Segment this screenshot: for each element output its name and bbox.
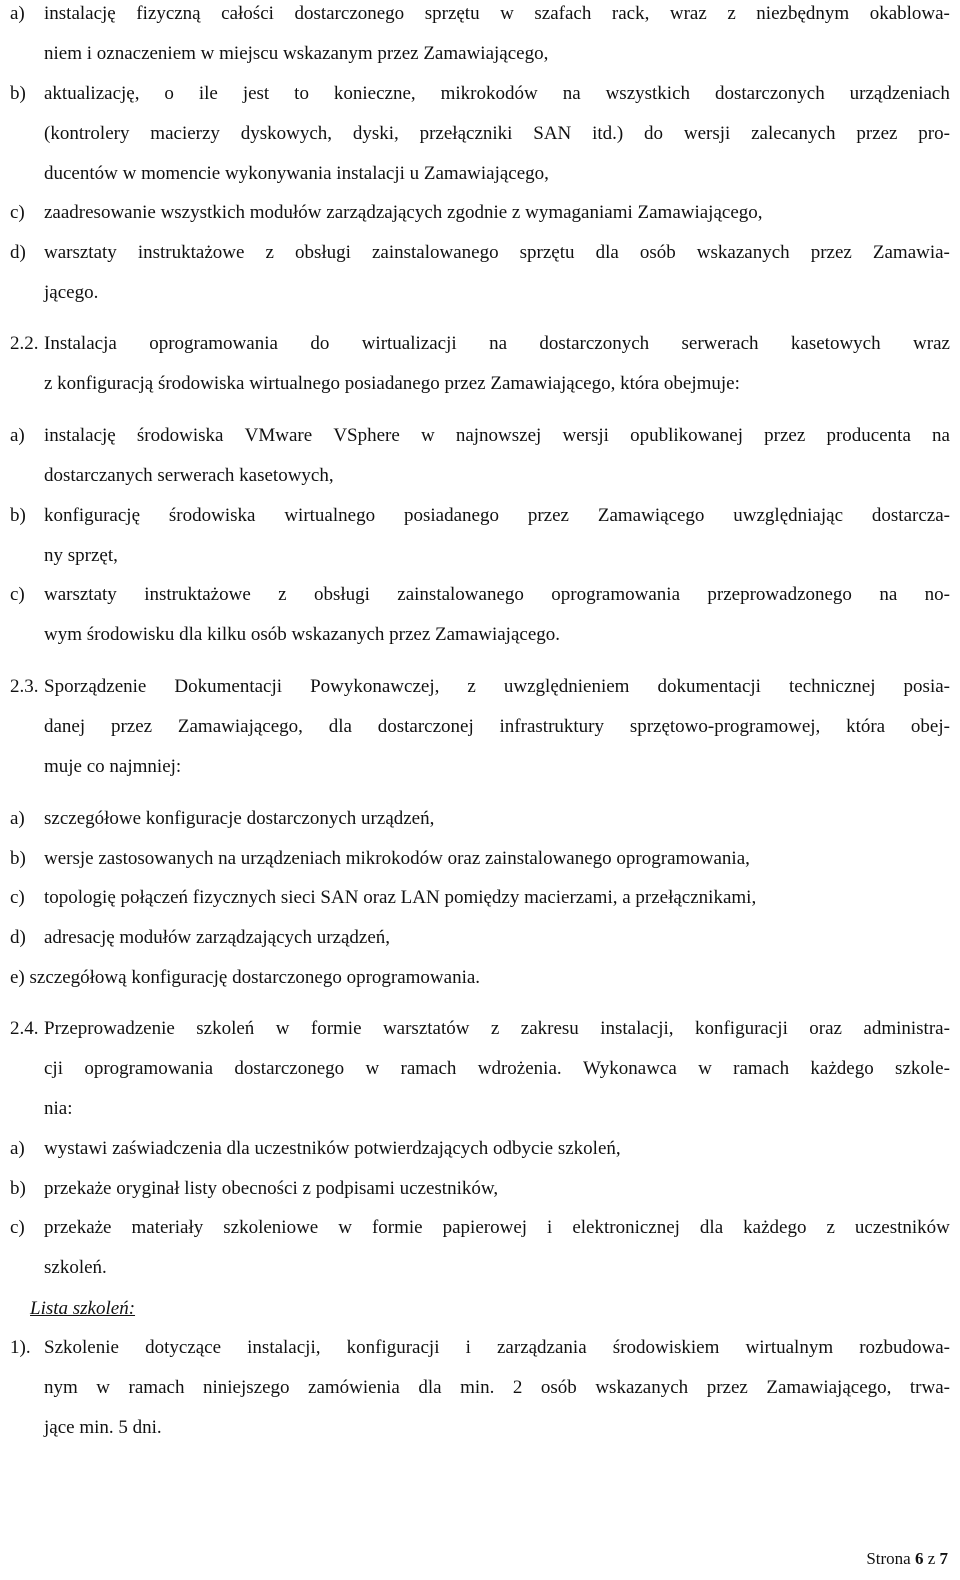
word: wdrożenia. <box>477 1058 562 1079</box>
word: VSphere <box>333 425 400 446</box>
word: przeprowadzonego <box>707 584 852 605</box>
word: nym <box>44 1377 78 1398</box>
word: z <box>467 676 476 697</box>
paragraph-line <box>44 1336 950 1360</box>
item-marker: c) <box>10 1217 25 1238</box>
item-marker: a) <box>10 808 25 829</box>
word: no- <box>924 584 950 605</box>
word: macierzy <box>150 123 220 144</box>
word: papierowej <box>442 1217 528 1238</box>
paragraph-line: szkoleń. <box>44 1257 107 1278</box>
word: instruktażowe <box>144 584 251 605</box>
paragraph-line: muje co najmniej: <box>44 756 182 777</box>
word: z <box>826 1217 835 1238</box>
word: sprzętowo-programowej, <box>629 716 821 737</box>
word: osób <box>639 242 676 263</box>
paragraph-line <box>44 332 950 356</box>
word: konfiguracji <box>346 1337 440 1358</box>
word: ile <box>198 83 218 104</box>
word: na <box>562 83 581 104</box>
paragraph-line: jącego. <box>44 282 99 303</box>
word: o <box>164 83 174 104</box>
word: na <box>932 425 950 446</box>
word: fizyczną <box>136 3 201 24</box>
word: itd.) <box>592 123 624 144</box>
word: dostarczonych <box>714 83 825 104</box>
item-marker: b) <box>10 505 26 526</box>
word: Powykonawczej, <box>310 676 440 697</box>
word: wskazanych <box>595 1377 689 1398</box>
word: elektronicznej <box>572 1217 680 1238</box>
word: konfiguracji <box>694 1018 788 1039</box>
word: zamówienia <box>308 1377 400 1398</box>
word: każdego <box>743 1217 807 1238</box>
word: administra- <box>863 1018 950 1039</box>
word: zalecanych <box>751 123 836 144</box>
word: pro- <box>918 123 950 144</box>
word: Sporządzenie <box>44 676 147 697</box>
word: VMware <box>244 425 313 446</box>
list-item-line <box>10 966 480 990</box>
word: urządzeniach <box>849 83 950 104</box>
word: w <box>275 1018 290 1039</box>
word: zainstalowanego <box>397 584 524 605</box>
word: wszystkich <box>605 83 691 104</box>
word: w <box>420 425 435 446</box>
item-marker: a) <box>10 425 25 446</box>
word: oprogramowania <box>551 584 681 605</box>
word: dyskowych, <box>240 123 333 144</box>
word: Zamawia- <box>872 242 950 263</box>
word: instalację <box>44 425 116 446</box>
word: instalacji, <box>247 1337 321 1358</box>
word: Instalacja <box>44 333 117 354</box>
word: ramach <box>128 1377 185 1398</box>
item-marker: b) <box>10 1178 26 1199</box>
word: która <box>846 716 886 737</box>
paragraph-line <box>44 424 950 448</box>
word: rozbudowa- <box>859 1337 950 1358</box>
word: SAN <box>533 123 572 144</box>
item-marker: c) <box>10 202 25 223</box>
word: konfigurację <box>44 505 141 526</box>
word: na <box>489 333 507 354</box>
word: zakresu <box>520 1018 579 1039</box>
paragraph-line <box>44 1216 950 1240</box>
word: warsztaty <box>44 584 117 605</box>
word: wirtualnym <box>745 1337 834 1358</box>
word: szkole- <box>895 1058 950 1079</box>
word: konieczne, <box>333 83 416 104</box>
paragraph-line <box>44 583 950 607</box>
item-marker: c) <box>10 584 25 605</box>
paragraph-line: jące min. 5 dni. <box>44 1417 162 1438</box>
word: posiadanego <box>403 505 499 526</box>
item-marker: 2.3. <box>10 676 39 697</box>
word: i <box>465 1337 471 1358</box>
item-marker: 1). <box>10 1337 31 1358</box>
item-marker: c) <box>10 887 25 908</box>
word: obsługi <box>294 242 351 263</box>
word: dostarczonej <box>377 716 474 737</box>
word: materiały <box>131 1217 204 1238</box>
paragraph-line <box>44 1376 950 1400</box>
footer-current-page: 6 <box>914 1549 924 1568</box>
word: wirtualizacji <box>361 333 457 354</box>
paragraph-line: niem i oznaczeniem w miejscu wskazanym przez Zamawiającego, <box>44 43 549 64</box>
paragraph-line: z konfiguracją środowiska wirtualnego posiadanego przez Zamawiającego, która obejmuje: <box>44 373 740 394</box>
paragraph-line: ny sprzęt, <box>44 545 118 566</box>
word: wraz <box>913 333 950 354</box>
word: dokumentacji <box>657 676 761 697</box>
paragraph-line <box>44 504 950 528</box>
word: całości <box>221 3 274 24</box>
word: środowiskiem <box>612 1337 720 1358</box>
paragraph-line <box>44 122 950 146</box>
word: w <box>500 3 514 24</box>
word: Dokumentacji <box>174 676 283 697</box>
paragraph-line: topologię połączeń fizycznych sieci SAN oraz LAN pomiędzy macierzami, a przełącznikami, <box>44 887 757 908</box>
word: min. <box>460 1377 495 1398</box>
paragraph-line: przekaże oryginał listy obecności z podpisami uczestników, <box>44 1178 499 1199</box>
word: formie <box>310 1018 362 1039</box>
word: zainstalowanego <box>371 242 499 263</box>
item-marker: a) <box>10 1138 25 1159</box>
word: posia- <box>903 676 950 697</box>
word: jest <box>242 83 270 104</box>
paragraph-line: nia: <box>44 1098 73 1119</box>
item-marker: e) <box>10 967 25 988</box>
word: producenta <box>826 425 911 446</box>
word: każdego <box>810 1058 874 1079</box>
word: dla <box>699 1217 724 1238</box>
word: dostarczonego <box>294 3 405 24</box>
word: 2 <box>512 1377 523 1398</box>
word: wersji <box>562 425 609 446</box>
paragraph-line <box>44 675 950 699</box>
word: danej <box>44 716 86 737</box>
word: sprzętu <box>424 3 480 24</box>
word: uczestników <box>854 1217 950 1238</box>
item-marker: d) <box>10 242 26 263</box>
word: instalacji, <box>600 1018 674 1039</box>
word: przez <box>856 123 898 144</box>
word: dyski, <box>352 123 399 144</box>
word: kasetowych <box>790 333 881 354</box>
word: przez <box>810 242 852 263</box>
word: wraz <box>669 3 707 24</box>
item-marker: d) <box>10 927 26 948</box>
paragraph-line <box>44 241 950 265</box>
word: serwerach <box>681 333 759 354</box>
word: opublikowanej <box>630 425 744 446</box>
paragraph-line: zaadresowanie wszystkich modułów zarządzających zgodnie z wymaganiami Zamawiającego, <box>44 202 763 223</box>
word: sprzętu <box>519 242 575 263</box>
word: Zamawiającego, <box>177 716 303 737</box>
word: do <box>310 333 330 354</box>
word: z <box>490 1018 500 1039</box>
word: dostarczonego <box>234 1058 345 1079</box>
paragraph-line: wym środowisku dla kilku osób wskazanych przez Zamawiającego. <box>44 624 561 645</box>
word: w <box>698 1058 712 1079</box>
word: przez <box>706 1377 748 1398</box>
word: oraz <box>809 1018 842 1039</box>
word: wersji <box>683 123 731 144</box>
word: przez <box>527 505 569 526</box>
word: i <box>547 1217 553 1238</box>
word: Zamawiącego <box>597 505 705 526</box>
word: rack, <box>611 3 650 24</box>
word: dostarcza- <box>871 505 950 526</box>
paragraph-line: adresację modułów zarządzających urządzeń, <box>44 927 391 948</box>
word: w <box>365 1058 380 1079</box>
word: uwzględnieniem <box>503 676 630 697</box>
paragraph-line <box>44 1057 950 1081</box>
word: przełączniki <box>419 123 513 144</box>
paragraph-line <box>44 82 950 106</box>
word: infrastruktury <box>499 716 605 737</box>
word: aktualizację, <box>44 83 140 104</box>
word: oprogramowania <box>84 1058 214 1079</box>
word: formie <box>371 1217 423 1238</box>
item-marker: 2.2. <box>10 333 39 354</box>
word: ramach <box>400 1058 457 1079</box>
word: instruktażowe <box>137 242 245 263</box>
item-marker: a) <box>10 3 25 24</box>
paragraph-line: wystawi zaświadczenia dla uczestników potwierdzających odbycie szkoleń, <box>44 1138 621 1159</box>
word: warsztatów <box>382 1018 470 1039</box>
word: w <box>338 1217 352 1238</box>
footer-prefix: Strona <box>866 1549 911 1568</box>
word: niezbędnym <box>756 3 850 24</box>
word: warsztaty <box>44 242 117 263</box>
word: dla <box>328 716 352 737</box>
paragraph-line: dostarczanych serwerach kasetowych, <box>44 465 334 486</box>
word: z <box>278 584 287 605</box>
word: oprogramowania <box>149 333 278 354</box>
paragraph-line: ducentów w momencie wykonywania instalacji u Zamawiającego, <box>44 163 549 184</box>
word: w <box>96 1377 111 1398</box>
section-heading: Lista szkoleń: <box>30 1298 136 1319</box>
word: cji <box>44 1058 63 1079</box>
word: z <box>265 242 274 263</box>
word: (kontrolery <box>44 123 130 144</box>
word: z <box>727 3 736 24</box>
word: ramach <box>733 1058 790 1079</box>
word: technicznej <box>788 676 876 697</box>
word: szkoleniowe <box>223 1217 319 1238</box>
word: wskazanych <box>696 242 790 263</box>
word: dla <box>418 1377 442 1398</box>
word: Wykonawca <box>582 1058 677 1079</box>
word: szafach <box>534 3 592 24</box>
paragraph-line: szczegółowe konfiguracje dostarczonych urządzeń, <box>44 808 435 829</box>
word: szkoleń <box>196 1018 255 1039</box>
word: przekaże <box>44 1217 112 1238</box>
footer-separator: z <box>927 1549 936 1568</box>
word: najnowszej <box>455 425 542 446</box>
word: osób <box>540 1377 577 1398</box>
paragraph-line <box>44 1017 950 1041</box>
footer-total-pages: 7 <box>939 1549 948 1568</box>
paragraph-line <box>44 2 950 26</box>
word: wirtualnego <box>284 505 376 526</box>
list-item-text: szczegółową konfigurację dostarczonego oprogramowania. <box>29 967 481 988</box>
page-footer <box>866 1548 948 1570</box>
word: niniejszego <box>202 1377 290 1398</box>
paragraph-line <box>44 715 950 739</box>
word: środowiska <box>168 505 256 526</box>
item-marker: b) <box>10 83 26 104</box>
item-marker: b) <box>10 848 26 869</box>
word: obsługi <box>313 584 370 605</box>
word: dostarczonych <box>539 333 650 354</box>
word: uwzględniając <box>733 505 844 526</box>
word: dla <box>595 242 619 263</box>
item-marker: 2.4. <box>10 1018 39 1039</box>
word: dotyczące <box>145 1337 222 1358</box>
word: na <box>879 584 898 605</box>
word: środowiska <box>136 425 224 446</box>
word: do <box>644 123 664 144</box>
word: instalację <box>44 3 116 24</box>
word: przez <box>110 716 153 737</box>
paragraph-line: wersje zastosowanych na urządzeniach mikrokodów oraz zainstalowanego oprogramowania, <box>44 848 750 869</box>
word: mikrokodów <box>440 83 538 104</box>
word: Zamawiającego, <box>766 1377 892 1398</box>
word: przez <box>764 425 806 446</box>
word: zarządzania <box>497 1337 587 1358</box>
word: to <box>294 83 309 104</box>
word: trwa- <box>909 1377 950 1398</box>
word: obej- <box>910 716 950 737</box>
word: Przeprowadzenie <box>44 1018 175 1039</box>
word: Szkolenie <box>44 1337 119 1358</box>
word: okablowa- <box>869 3 950 24</box>
